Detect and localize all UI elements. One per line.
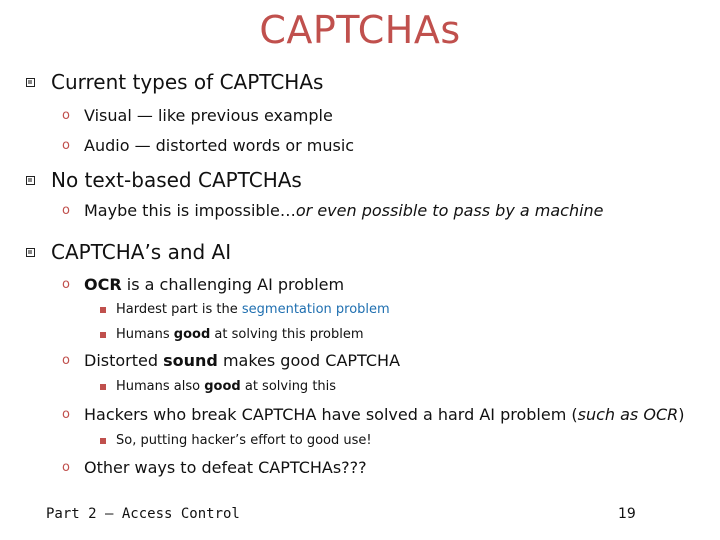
sub-sub-bullet-humans-good: [100, 327, 364, 342]
text-segment: at solving this problem: [210, 327, 364, 342]
sub-bullet-distorted-sound: [62, 351, 400, 370]
circle-bullet-icon: o: [62, 108, 70, 123]
circle-bullet-icon: o: [62, 138, 70, 153]
sub-bullet-hackers: [62, 405, 684, 424]
bullet-captcha-and-ai: [26, 240, 231, 264]
highlight-segment: segmentation problem: [241, 302, 390, 317]
bullet-label: CAPTCHA’s and AI: [51, 240, 232, 264]
sub-bullet-text: Other ways to defeat CAPTCHAs???: [84, 458, 367, 477]
square-bullet-icon: [26, 248, 35, 257]
sub-sub-bullet-text: [116, 379, 336, 394]
sub-bullet-ocr: [62, 275, 344, 294]
sub-sub-bullet-text: [116, 302, 390, 317]
sub-sub-bullet-text: [116, 327, 364, 342]
italic-segment: such as OCR: [577, 405, 679, 424]
text-segment: Hardest part is the: [116, 302, 242, 317]
square-bullet-icon: [26, 176, 35, 185]
bullet-label: No text-based CAPTCHAs: [51, 168, 302, 192]
slide-title: CAPTCHAs: [259, 8, 461, 52]
text-segment: Hackers who break CAPTCHA have solved a hard AI problem (: [84, 405, 578, 424]
sub-bullet-text: [84, 275, 344, 294]
circle-bullet-icon: o: [62, 203, 70, 218]
italic-segment: or even possible to pass by a machine: [295, 201, 604, 220]
sub-bullet-maybe-impossible: [62, 201, 604, 220]
bullet-current-types: [26, 70, 323, 94]
sub-bullet-audio: [62, 136, 354, 155]
sub-bullet-text: [84, 405, 684, 424]
bold-segment: good: [204, 379, 241, 394]
sub-sub-bullet-text: So, putting hacker’s effort to good use!: [116, 433, 372, 448]
bullet-no-text-based: [26, 168, 302, 192]
text-segment: makes good CAPTCHA: [217, 351, 401, 370]
text-segment: Distorted: [84, 351, 164, 370]
text-segment: at solving this: [240, 379, 337, 394]
square-bullet-icon: [100, 384, 106, 390]
sub-sub-bullet-hardest-part: [100, 302, 390, 317]
page-number: 19: [618, 506, 636, 522]
footer-text: Part 2 — Access Control: [46, 506, 240, 522]
text-segment: ): [678, 405, 685, 424]
sub-sub-bullet-hackers-effort: [100, 433, 372, 448]
sub-bullet-text: Audio — distorted words or music: [84, 136, 355, 155]
square-bullet-icon: [100, 438, 106, 444]
bullet-label: Current types of CAPTCHAs: [51, 70, 324, 94]
bold-segment: good: [173, 327, 211, 342]
text-segment: Humans also: [116, 379, 205, 394]
circle-bullet-icon: o: [62, 353, 70, 368]
circle-bullet-icon: o: [62, 277, 70, 292]
sub-bullet-visual: [62, 106, 333, 125]
square-bullet-icon: [100, 332, 106, 338]
circle-bullet-icon: o: [62, 407, 70, 422]
text-segment: Humans: [116, 327, 174, 342]
square-bullet-icon: [100, 307, 106, 313]
square-bullet-icon: [26, 78, 35, 87]
bold-segment: OCR: [84, 275, 122, 294]
sub-bullet-text: Visual — like previous example: [84, 106, 333, 125]
sub-bullet-other-ways: [62, 458, 367, 477]
bold-segment: sound: [163, 351, 218, 370]
text-segment: Maybe this is impossible…: [84, 201, 296, 220]
text-segment: is a challenging AI problem: [121, 275, 345, 294]
circle-bullet-icon: o: [62, 460, 70, 475]
sub-bullet-text: [84, 201, 604, 220]
sub-sub-bullet-humans-also-good: [100, 379, 336, 394]
sub-bullet-text: [84, 351, 400, 370]
